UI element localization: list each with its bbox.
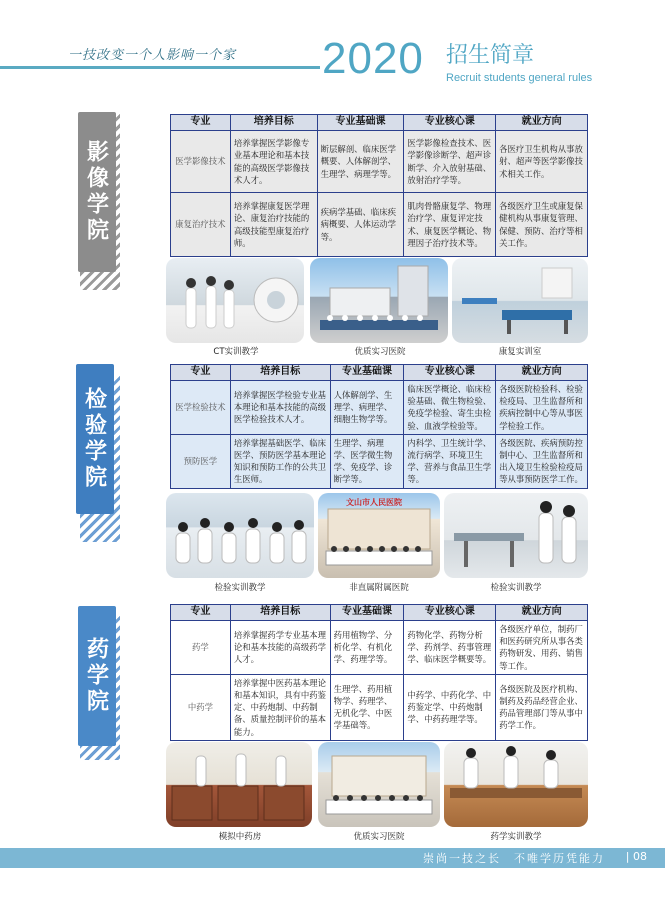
cell-major: 医学检验技术 [171, 381, 231, 435]
cell-core: 肌肉骨骼康复学、物理治疗学、康复评定技术、康复医学概论、物理因子治疗技术等。 [404, 193, 496, 257]
photo-caption: 优质实习医院 [353, 832, 405, 842]
cell-goal: 培养掌握医学检验专业基本理论和基本技能的高级医学检验技术人才。 [230, 381, 330, 435]
photo-hospital-3 [318, 742, 440, 827]
table-row [171, 674, 588, 740]
photo-lab-training-1 [166, 493, 314, 578]
cell-major: 预防医学 [171, 434, 231, 488]
cell-basic: 药用植物学、分析化学、有机化学、药理学等。 [330, 621, 404, 675]
cell-job: 各医疗卫生机构从事放射、超声等医学影像技术相关工作。 [496, 131, 588, 193]
cell-core: 临床医学概论、临床检验基础、微生物检验、免疫学检验、寄生虫检验、血液学检验等。 [404, 381, 496, 435]
photo-ct-training [166, 258, 304, 343]
photo-caption: 检验实训教学 [490, 583, 542, 593]
cell-job: 各级医疗单位，制药厂和医药研究所从事各类药物研发、用药、销售等工作。 [496, 621, 588, 675]
col-header: 就业方向 [496, 115, 588, 131]
col-header: 培养目标 [230, 365, 330, 381]
photo-caption: 优质实习医院 [354, 347, 406, 357]
cell-job: 各级医院检验科、检验检疫局、卫生监督所和疾病控制中心等从事医学检验工作。 [496, 381, 588, 435]
col-header: 专业核心课 [404, 605, 496, 621]
section-tab-imaging [78, 112, 116, 272]
col-header: 专业核心课 [404, 115, 496, 131]
section-title: 影像学院 [83, 140, 110, 244]
section-tab-lab [76, 364, 114, 514]
photo-lab-training-2 [444, 493, 588, 578]
photo-caption: 非直属附属医院 [349, 583, 409, 593]
cell-basic: 生理学、药用植物学、药理学、无机化学、中医学基础等。 [330, 674, 404, 740]
cell-job: 各级医疗卫生或康复保健机构从事康复管理、保健、预防、治疗等相关工作。 [496, 193, 588, 257]
col-header: 就业方向 [496, 605, 588, 621]
header-rule [0, 66, 320, 69]
section-title: 药学院 [83, 637, 110, 715]
cell-core: 中药学、中药化学、中药鉴定学、中药炮制学、中药药理学等。 [404, 674, 496, 740]
cell-core: 医学影像检查技术、医学影像诊断学、超声诊断学、介入放射基础、放射治疗学等。 [404, 131, 496, 193]
cell-major: 康复治疗技术 [171, 193, 231, 257]
photo-pharmacy-training [444, 742, 588, 827]
section-title: 检验学院 [81, 387, 108, 491]
photo-caption: CT实训教学 [213, 347, 259, 357]
photo-caption: 检验实训教学 [214, 583, 266, 593]
cell-goal: 培养掌握中医药基本理论和基本知识，具有中药鉴定、中药炮制、中药制备、质量控制评价的基本能力。 [230, 674, 330, 740]
cell-goal: 培养掌握医学影像专业基本理论和基本技能的高级医学影像技术人才。 [230, 131, 317, 193]
medicine-cabinet-icon [166, 742, 312, 827]
cell-major: 医学影像技术 [171, 131, 231, 193]
cell-goal: 培养掌握药学专业基本理论和基本技能的高级药学人才。 [230, 621, 330, 675]
cell-basic: 断层解剖、临床医学概要、人体解剖学、生理学、病理学等。 [317, 131, 404, 193]
cell-basic: 生理学、病理学、医学微生物学、免疫学、诊断学等。 [330, 434, 404, 488]
photo-caption: 模拟中药房 [218, 832, 262, 842]
cell-basic: 人体解剖学、生理学、病理学、细胞生物学等。 [330, 381, 404, 435]
table-row [171, 131, 588, 193]
photo-hospital-2 [318, 493, 440, 578]
col-header: 培养目标 [230, 605, 330, 621]
rehab-bed-icon [452, 258, 588, 343]
col-header: 专业核心课 [404, 365, 496, 381]
header-subtitle: Recruit students general rules [446, 72, 593, 84]
cell-goal: 培养掌握康复医学理论、康复治疗技能的高级技能型康复治疗师。 [230, 193, 317, 257]
photo-caption: 康复实训室 [498, 347, 542, 357]
table-lab [170, 364, 588, 489]
footer-motto: 崇尚一技之长 不唯学历凭能力 [423, 852, 605, 865]
cell-goal: 培养掌握基础医学、临床医学、预防医学基本理论知识和预防工作的公共卫生医师。 [230, 434, 330, 488]
cell-core: 内科学、卫生统计学、流行病学、环境卫生学、营养与食品卫生学等。 [404, 434, 496, 488]
hospital-sign: 文山市人民医院 [346, 498, 402, 507]
lab-bench-icon [444, 493, 588, 578]
table-row [171, 193, 588, 257]
table-row [171, 434, 588, 488]
cell-job: 各级医院、疾病预防控制中心、卫生监督所和出入境卫生检验检疫局等从事预防医学工作。 [496, 434, 588, 488]
cell-core: 药物化学、药物分析学、药剂学、药事管理学、临床医学概要等。 [404, 621, 496, 675]
table-row [171, 381, 588, 435]
header-slogan: 一技改变一个人影响一个家 [68, 48, 237, 63]
col-header: 专业基础课 [317, 115, 404, 131]
cell-job: 各级医院及医疗机构、制药及药品经营企业、药品管理部门等从事中药学工作。 [496, 674, 588, 740]
table-imaging [170, 114, 588, 257]
ct-scanner-icon [166, 258, 304, 343]
col-header: 专业基础课 [330, 365, 404, 381]
herb-table-icon [444, 742, 588, 827]
col-header: 专业 [171, 115, 231, 131]
microscope-lab-icon [166, 493, 314, 578]
table-row [171, 621, 588, 675]
cell-basic: 疾病学基础、临床疾病概要、人体运动学等。 [317, 193, 404, 257]
table-pharmacy [170, 604, 588, 741]
hospital-building-icon [310, 258, 448, 343]
header-year: 2020 [322, 34, 424, 83]
photo-hospital-1 [310, 258, 448, 343]
section-tab-pharmacy [78, 606, 116, 746]
col-header: 专业基础课 [330, 605, 404, 621]
col-header: 专业 [171, 365, 231, 381]
col-header: 专业 [171, 605, 231, 621]
page-number: | 08 [625, 850, 647, 863]
col-header: 培养目标 [230, 115, 317, 131]
col-header: 就业方向 [496, 365, 588, 381]
header-title: 招生简章 [446, 43, 535, 68]
photo-caption: 药学实训教学 [490, 832, 542, 842]
cell-major: 中药学 [171, 674, 231, 740]
cell-major: 药学 [171, 621, 231, 675]
hospital-building-icon [318, 742, 440, 827]
photo-rehab-room [452, 258, 588, 343]
photo-pharmacy-sim [166, 742, 312, 827]
